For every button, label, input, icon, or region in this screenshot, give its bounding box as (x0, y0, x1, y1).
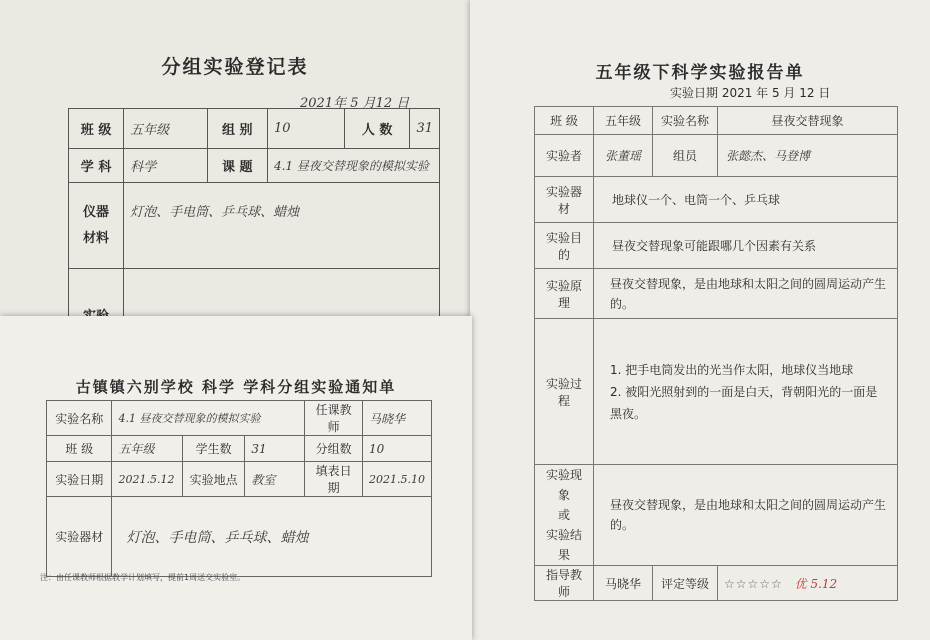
notice-date-value: 2021.5.12 (112, 462, 183, 497)
teacher-value: 马晓华 (594, 566, 653, 601)
subject-label: 学 科 (69, 149, 124, 183)
notice-equipment-value: 灯泡、手电筒、乒乓球、蜡烛 (112, 497, 432, 577)
place-label: 实验地点 (183, 462, 245, 497)
process-label: 实验过程 (535, 319, 594, 465)
grade-label: 评定等级 (653, 566, 718, 601)
experimenter-label: 实验者 (535, 135, 594, 177)
group-label: 组 别 (207, 109, 267, 149)
class-label: 班 级 (69, 109, 124, 149)
notice-class-label: 班 级 (47, 436, 112, 462)
notice-teacher-value: 马晓华 (363, 401, 432, 436)
students-value: 31 (245, 436, 305, 462)
notice-teacher-label: 任课教师 (305, 401, 363, 436)
registration-sheet (0, 0, 470, 330)
report-name-value: 昼夜交替现象 (718, 107, 898, 135)
notice-sheet (0, 316, 472, 640)
result-label (535, 465, 594, 566)
teacher-label: 指导教师 (535, 566, 594, 601)
report-equipment-label: 实验器材 (535, 177, 594, 223)
equipment-label-line1: 仪器 (83, 204, 110, 220)
fill-date-value: 2021.5.10 (363, 462, 432, 497)
topic-label: 课 题 (207, 149, 267, 183)
notice-class-value: 五年级 (112, 436, 183, 462)
students-label: 学生数 (183, 436, 245, 462)
purpose-label: 实验目的 (535, 223, 594, 269)
people-value: 31 (410, 109, 440, 149)
equipment-label-line2: 材料 (83, 230, 110, 246)
purpose-value: 昼夜交替现象可能跟哪几个因素有关系 (594, 223, 898, 269)
people-label: 人 数 (344, 109, 410, 149)
notice-name-label: 实验名称 (47, 401, 112, 436)
process-step-2: 2. 被阳光照射到的一面是白天，背朝阳光的一面是黑夜。 (610, 384, 878, 421)
result-label-line1: 实验现象 (545, 468, 582, 502)
class-value: 五年级 (124, 109, 207, 149)
notice-title: 古镇镇六别学校 科学 学科分组实验通知单 (75, 378, 397, 396)
grade-cell (718, 566, 898, 601)
member-value: 张懿杰、马登博 (718, 135, 898, 177)
report-table (534, 106, 898, 601)
registration-title: 分组实验登记表 (161, 56, 309, 78)
process-cell (594, 319, 898, 465)
report-name-label: 实验名称 (653, 107, 718, 135)
grade-stars-icon: ☆☆☆☆☆ (724, 576, 783, 591)
report-date: 实验日期 2021 年 5 月 12 日 (670, 86, 831, 100)
principle-value: 昼夜交替现象，是由地球和太阳之间的圆周运动产生的。 (594, 269, 898, 319)
member-label: 组员 (653, 135, 718, 177)
groups-value: 10 (363, 436, 432, 462)
notice-footnote: 注：由任课教师根据教学计划填写，提前1周送交实验室。 (40, 573, 246, 582)
experimenter-value: 张董瑶 (594, 135, 653, 177)
report-class-label: 班 级 (535, 107, 594, 135)
notice-table (46, 400, 432, 577)
groups-label: 分组数 (305, 436, 363, 462)
equipment-label (69, 183, 124, 269)
notice-equipment-label: 实验器材 (47, 497, 112, 577)
place-value: 教室 (245, 462, 305, 497)
principle-label: 实验原理 (535, 269, 594, 319)
result-label-line3: 实验结果 (545, 528, 582, 562)
notice-name-value: 4.1 昼夜交替现象的模拟实验 (112, 401, 305, 436)
topic-value: 4.1 昼夜交替现象的模拟实验 (267, 149, 439, 183)
result-value: 昼夜交替现象，是由地球和太阳之间的圆周运动产生的。 (594, 465, 898, 566)
report-class-value: 五年级 (594, 107, 653, 135)
notice-date-label: 实验日期 (47, 462, 112, 497)
registration-table (68, 108, 440, 330)
result-label-line2: 或 (557, 508, 570, 522)
equipment-value: 灯泡、手电筒、乒乓球、蜡烛 (124, 183, 440, 269)
report-sheet (470, 0, 930, 640)
grade-mark: 优 5.12 (794, 576, 838, 591)
registration-date: 2021年 5 月12 日 (300, 96, 410, 111)
report-title: 五年级下科学实验报告单 (595, 63, 805, 83)
group-value: 10 (267, 109, 344, 149)
subject-value: 科学 (124, 149, 207, 183)
report-equipment-value: 地球仪一个、电筒一个、乒乓球 (594, 177, 898, 223)
process-step-1: 1. 把手电筒发出的光当作太阳，地球仪当地球 (610, 362, 854, 377)
fill-date-label: 填表日期 (305, 462, 363, 497)
